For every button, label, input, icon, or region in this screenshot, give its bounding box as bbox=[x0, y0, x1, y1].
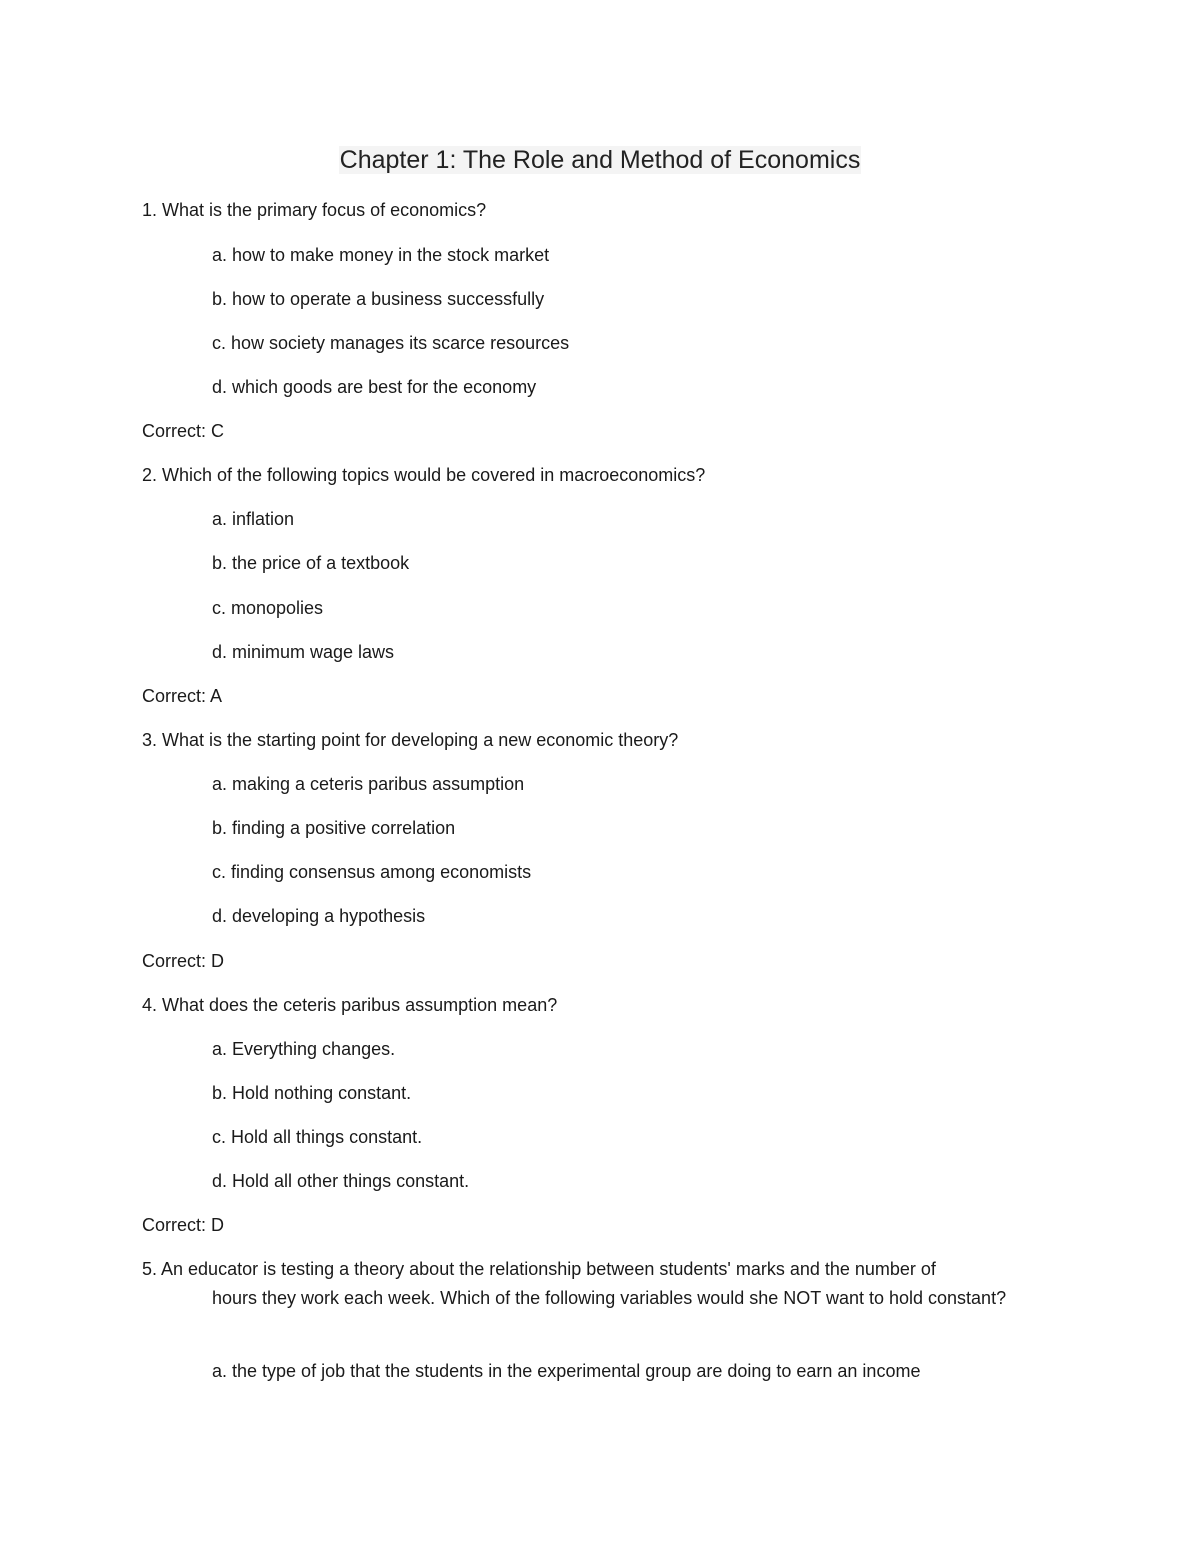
question-2-option-c: c. monopolies bbox=[212, 598, 324, 618]
question-2: 2. Which of the following topics would be covered in macroeconomics? bbox=[142, 465, 706, 485]
question-2-option-d: d. minimum wage laws bbox=[212, 642, 395, 662]
question-4-option-a: a. Everything changes. bbox=[212, 1039, 396, 1059]
question-5-continuation: hours they work each week. Which of the following variables would she NOT want to hold constant? bbox=[212, 1288, 1007, 1308]
question-3-option-b: b. finding a positive correlation bbox=[212, 818, 456, 838]
question-2-option-a: a. inflation bbox=[212, 509, 295, 529]
question-1-answer: Correct: C bbox=[142, 421, 225, 441]
question-1-option-b: b. how to operate a business successfully bbox=[212, 289, 545, 309]
question-2-answer: Correct: A bbox=[142, 686, 223, 706]
question-3-option-d: d. developing a hypothesis bbox=[212, 906, 426, 926]
question-1: 1. What is the primary focus of economics? bbox=[142, 200, 487, 220]
question-5-line-1: 5. An educator is testing a theory about the relationship between students' marks and the number of bbox=[142, 1259, 936, 1279]
question-3-option-a: a. making a ceteris paribus assumption bbox=[212, 774, 525, 794]
question-1-option-a: a. how to make money in the stock market bbox=[212, 245, 550, 265]
question-5-option-a: a. the type of job that the students in the experimental group are doing to earn an income bbox=[212, 1361, 921, 1381]
question-1-option-d: d. which goods are best for the economy bbox=[212, 377, 537, 397]
question-3: 3. What is the starting point for developing a new economic theory? bbox=[142, 730, 679, 750]
page-title-text: Chapter 1: The Role and Method of Economics bbox=[339, 146, 861, 174]
question-1-option-c: c. how society manages its scarce resources bbox=[212, 333, 570, 353]
page-title bbox=[0, 142, 1200, 178]
question-2-option-b: b. the price of a textbook bbox=[212, 553, 410, 573]
question-4: 4. What does the ceteris paribus assumption mean? bbox=[142, 995, 558, 1015]
question-3-answer: Correct: D bbox=[142, 951, 225, 971]
question-3-option-c: c. finding consensus among economists bbox=[212, 862, 532, 882]
question-5 bbox=[142, 1255, 1042, 1313]
question-4-answer: Correct: D bbox=[142, 1215, 225, 1235]
question-4-option-d: d. Hold all other things constant. bbox=[212, 1171, 470, 1191]
question-4-option-b: b. Hold nothing constant. bbox=[212, 1083, 412, 1103]
question-4-option-c: c. Hold all things constant. bbox=[212, 1127, 423, 1147]
